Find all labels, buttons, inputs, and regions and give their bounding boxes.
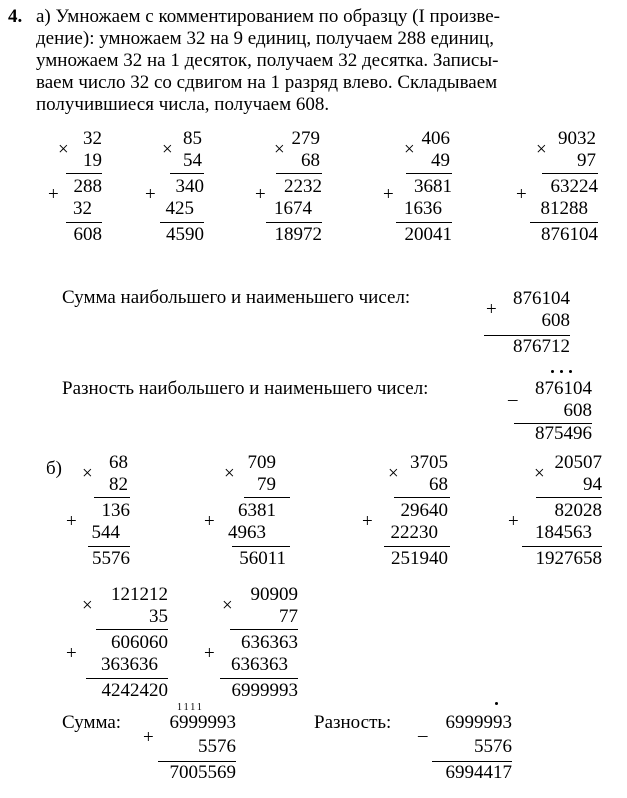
- plus-sign: +: [66, 643, 77, 664]
- addend-2: 608: [541, 310, 570, 331]
- partial-product-2: 22230: [390, 522, 438, 543]
- multiplicand: 121212: [111, 584, 168, 605]
- plus-sign: +: [204, 511, 215, 532]
- difference-label: Разность:: [314, 712, 392, 733]
- multiplier: 68: [429, 474, 448, 495]
- product: 1927658: [535, 548, 602, 569]
- minuend: 6999993: [445, 712, 512, 733]
- line: [522, 546, 602, 547]
- partial-product-1: 136: [101, 500, 130, 521]
- times-sign: ×: [388, 463, 399, 484]
- product: 6999993: [231, 680, 298, 701]
- partial-product-1: 29640: [400, 500, 448, 521]
- partial-product-2: 81288: [540, 198, 588, 219]
- intro-line: ваем число 32 со сдвигом на 1 разряд влево. Складываем: [36, 72, 498, 93]
- product: 5576: [92, 548, 130, 569]
- line: [160, 222, 204, 223]
- mult-b5: [66, 584, 168, 702]
- multiplier: 79: [257, 474, 276, 495]
- line: [220, 678, 298, 679]
- partial-product-2: 184563: [535, 522, 592, 543]
- sum-b: [143, 702, 236, 788]
- multiplicand: 3705: [410, 452, 448, 473]
- carry-digits: 1111: [177, 702, 204, 713]
- difference-label: Разность наибольшего и наименьшего чисел:: [62, 378, 429, 399]
- multiplier: 35: [149, 606, 168, 627]
- minuend: 876104: [535, 378, 592, 399]
- mult-a1: [48, 128, 102, 246]
- mult-b1: [66, 452, 130, 570]
- borrow-dot: [495, 702, 498, 705]
- partial-product-1: 6381: [238, 500, 276, 521]
- borrow-dot: [560, 370, 563, 373]
- line: [266, 222, 322, 223]
- times-sign: ×: [224, 463, 235, 484]
- plus-sign: +: [486, 299, 497, 320]
- line: [66, 173, 102, 174]
- plus-sign: +: [48, 184, 59, 205]
- mult-b4: [508, 452, 602, 570]
- minus-sign: –: [508, 389, 518, 410]
- times-sign: ×: [274, 139, 285, 160]
- product: 4590: [166, 224, 204, 245]
- partial-product-1: 63224: [550, 176, 598, 197]
- line: [536, 497, 602, 498]
- multiplicand: 90909: [250, 584, 298, 605]
- partial-product-2: 1636: [404, 198, 442, 219]
- line: [396, 222, 452, 223]
- mult-a4: [383, 128, 452, 246]
- times-sign: ×: [222, 595, 233, 616]
- product: 251940: [391, 548, 448, 569]
- multiplier: 68: [301, 150, 320, 171]
- multiplicand: 279: [291, 128, 320, 149]
- problem-intro: [36, 6, 621, 116]
- times-sign: ×: [58, 139, 69, 160]
- borrow-dot: [551, 370, 554, 373]
- partial-product-2: 544: [91, 522, 120, 543]
- multiplier: 97: [577, 150, 596, 171]
- line: [542, 173, 598, 174]
- product: 876104: [541, 224, 598, 245]
- plus-sign: +: [362, 511, 373, 532]
- sum-label: Сумма:: [62, 712, 122, 733]
- plus-sign: +: [145, 184, 156, 205]
- partial-product-1: 3681: [414, 176, 452, 197]
- partial-product-1: 606060: [111, 632, 168, 653]
- partial-product-2: 363636: [101, 654, 158, 675]
- line: [86, 678, 168, 679]
- multiplicand: 9032: [558, 128, 596, 149]
- times-sign: ×: [162, 139, 173, 160]
- product: 608: [73, 224, 102, 245]
- multiplier: 77: [279, 606, 298, 627]
- multiplicand: 68: [109, 452, 128, 473]
- mult-b3: [362, 452, 450, 570]
- part-b-label: б): [46, 458, 62, 479]
- times-sign: ×: [534, 463, 545, 484]
- product: 56011: [239, 548, 286, 569]
- multiplicand: 709: [247, 452, 276, 473]
- addend-2: 5576: [198, 736, 236, 757]
- multiplicand: 85: [183, 128, 202, 149]
- partial-product-1: 2232: [284, 176, 322, 197]
- multiplicand: 20507: [554, 452, 602, 473]
- problem-number: 4.: [8, 6, 23, 27]
- multiplier: 49: [431, 150, 450, 171]
- subtrahend: 5576: [474, 736, 512, 757]
- intro-line: дение): умножаем 32 на 9 единиц, получаем 288 единиц,: [36, 28, 494, 49]
- line: [230, 629, 298, 630]
- partial-product-1: 340: [175, 176, 204, 197]
- line: [88, 546, 130, 547]
- line: [96, 629, 168, 630]
- line: [170, 173, 204, 174]
- sum-result: 7005569: [169, 762, 236, 783]
- partial-product-2: 4963: [228, 522, 266, 543]
- partial-product-1: 82028: [554, 500, 602, 521]
- product: 20041: [404, 224, 452, 245]
- plus-sign: +: [255, 184, 266, 205]
- sum-a: [486, 288, 570, 362]
- sum-label: Сумма наибольшего и наименьшего чисел:: [62, 287, 411, 308]
- line: [232, 546, 290, 547]
- line: [276, 173, 322, 174]
- partial-product-1: 288: [73, 176, 102, 197]
- intro-line: получившиеся числа, получаем 608.: [36, 94, 330, 115]
- plus-sign: +: [383, 184, 394, 205]
- partial-product-2: 425: [165, 198, 194, 219]
- line: [384, 546, 450, 547]
- times-sign: ×: [404, 139, 415, 160]
- mult-a2: [145, 128, 204, 246]
- multiplier: 19: [83, 150, 102, 171]
- line: [66, 222, 102, 223]
- difference-a: [508, 378, 592, 446]
- mult-b2: [204, 452, 290, 570]
- line: [394, 497, 450, 498]
- plus-sign: +: [143, 727, 154, 748]
- multiplier: 54: [183, 150, 202, 171]
- difference-result: 875496: [535, 423, 592, 444]
- plus-sign: +: [508, 511, 519, 532]
- intro-line: умножаем 32 на 1 десяток, получаем 32 десятка. Записы-: [36, 50, 499, 71]
- product: 4242420: [101, 680, 168, 701]
- times-sign: ×: [82, 463, 93, 484]
- partial-product-1: 636363: [241, 632, 298, 653]
- product: 18972: [274, 224, 322, 245]
- multiplicand: 32: [83, 128, 102, 149]
- difference-b: [418, 712, 512, 786]
- partial-product-2: 636363: [231, 654, 288, 675]
- intro-line: а) Умножаем с комментированием по образцу (I произве-: [36, 6, 500, 27]
- line: [94, 497, 130, 498]
- minus-sign: –: [418, 725, 428, 746]
- times-sign: ×: [536, 139, 547, 160]
- sum-result: 876712: [513, 336, 570, 357]
- difference-result: 6994417: [445, 762, 512, 783]
- plus-sign: +: [66, 511, 77, 532]
- multiplier: 82: [109, 474, 128, 495]
- line: [244, 497, 290, 498]
- addend-1: 876104: [513, 288, 570, 309]
- multiplier: 94: [583, 474, 602, 495]
- multiplicand: 406: [421, 128, 450, 149]
- mult-b6: [204, 584, 298, 702]
- partial-product-2: 1674: [274, 198, 312, 219]
- addend-1: 6999993: [169, 712, 236, 733]
- partial-product-2: 32: [73, 198, 92, 219]
- mult-a5: [516, 128, 598, 246]
- borrow-dot: [569, 370, 572, 373]
- plus-sign: +: [204, 643, 215, 664]
- subtrahend: 608: [563, 400, 592, 421]
- line: [530, 222, 598, 223]
- mult-a3: [255, 128, 322, 246]
- line: [406, 173, 452, 174]
- times-sign: ×: [82, 595, 93, 616]
- plus-sign: +: [516, 184, 527, 205]
